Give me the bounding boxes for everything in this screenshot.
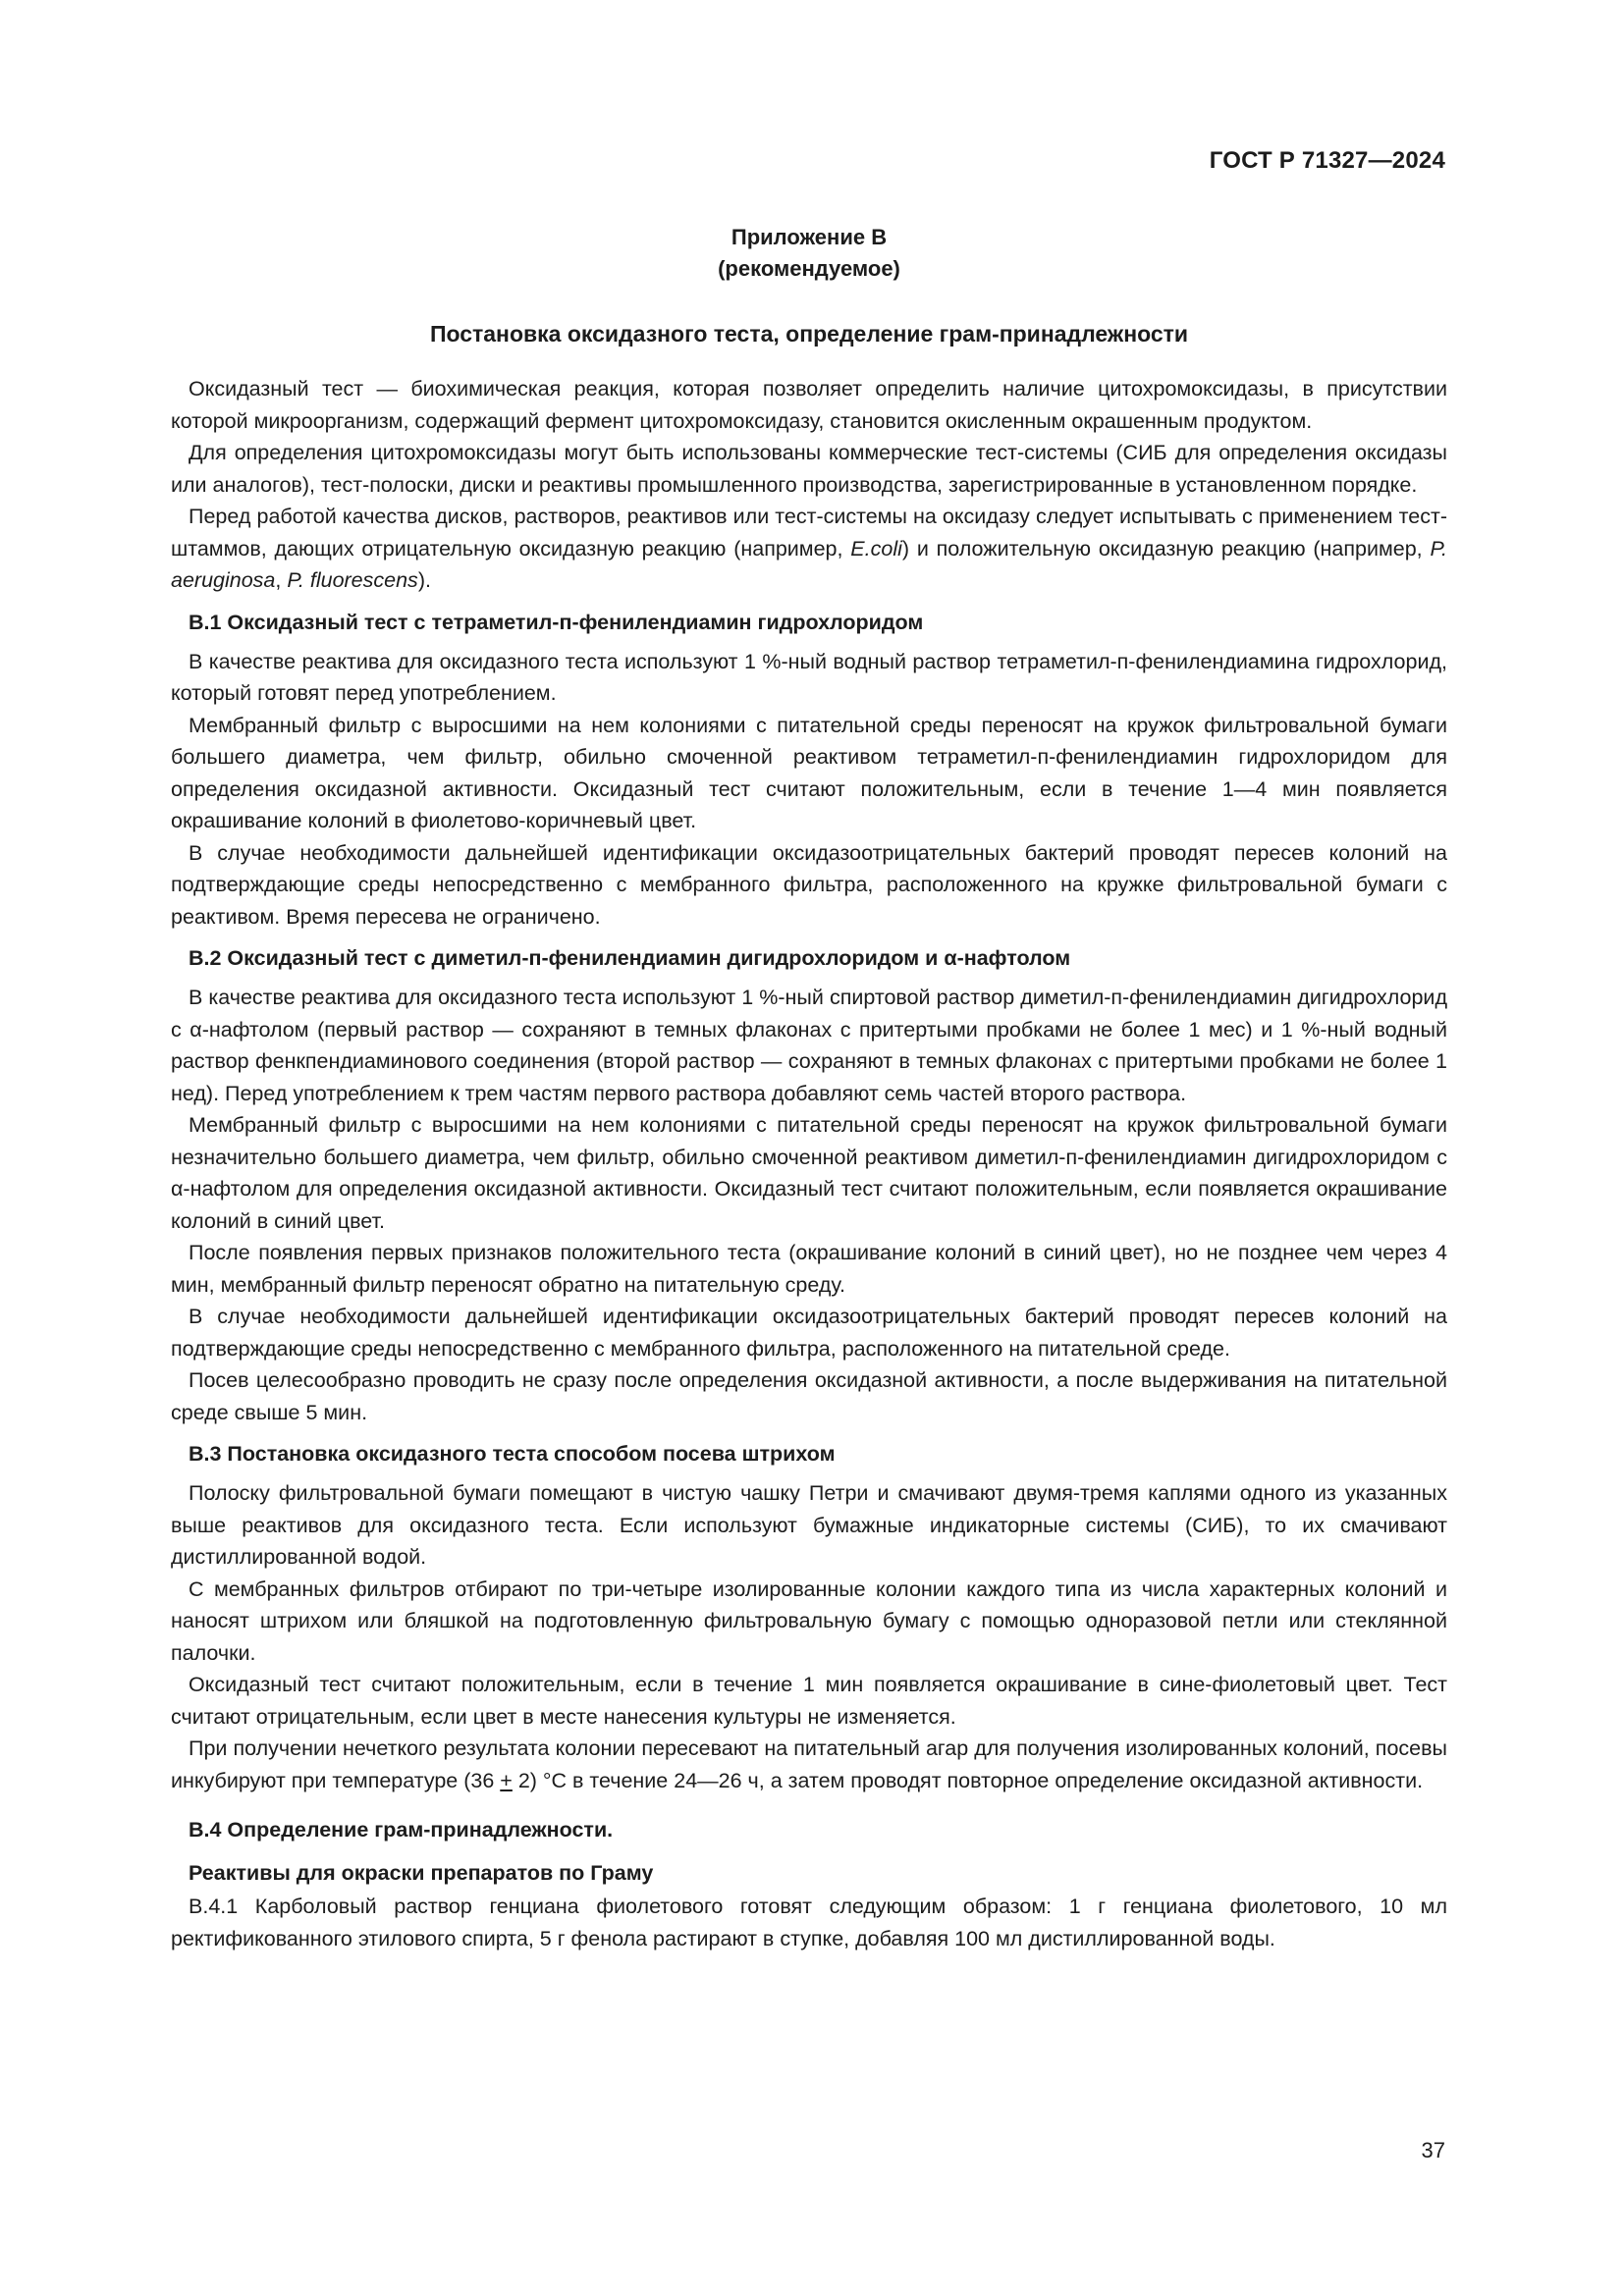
section-b2-paragraph-4: В случае необходимости дальнейшей идентификации оксидазоотрицательных бактерий проводят пересев колоний на подтверждающие среды непосредственно с мембранного фильтра, расположенного на питательной среде. xyxy=(171,1305,1447,1361)
b3-p4-text-start: При получении нечеткого результата колонии пересевают на питательный агар для получения изолированных колоний, посевы инкубируют при температуре (36 xyxy=(171,1736,1447,1792)
intro-p3-text-end: ). xyxy=(417,568,431,592)
section-b2-paragraph-2: Мембранный фильтр с выросшими на нем колониями с питательной среды переносят на кружок фильтровальной бумаги незначительно большего диаметра, чем фильтр, обильно смоченной реактивом диметил-п-фенилендиамин дигидрохлоридом с α-нафтолом для определения оксидазной активности. Оксидазный тест считают положительным, если появляется окрашивание колоний в синий цвет. xyxy=(171,1113,1447,1233)
document-code: ГОСТ Р 71327—2024 xyxy=(1209,147,1445,174)
page-content xyxy=(171,222,1447,1954)
section-b1-paragraph-1: В качестве реактива для оксидазного теста используют 1 %-ный водный раствор тетраметил-п-фенилендиамина гидрохлорид, который готовят перед употреблением. xyxy=(171,649,1447,705)
section-b3-paragraph-3: Оксидазный тест считают положительным, если в течение 1 мин появляется окрашивание в сине-фиолетовый цвет. Тест считают отрицательным, если цвет в месте нанесения культуры не изменяется. xyxy=(171,1673,1447,1729)
appendix-label: Приложение В xyxy=(731,225,888,249)
section-b1-paragraph-2: Мембранный фильтр с выросшими на нем колониями с питательной среды переносят на кружок фильтровальной бумаги большего диаметра, чем фильтр, обильно смоченной реактивом тетраметил-п-фенилендиамин гидрохлоридом для определения оксидазной активности. Оксидазный тест считают положительным, если в течение 1—4 мин появляется окрашивание колоний в фиолетово-коричневый цвет. xyxy=(171,713,1447,832)
section-b3-heading: В.3 Постановка оксидазного теста способом посева штрихом xyxy=(189,1442,836,1466)
plus-minus-sign: + xyxy=(500,1768,513,1792)
species-p-aeruginosa: P. aeruginosa xyxy=(171,536,1447,592)
section-b4-heading: В.4 Определение грам-принадлежности. xyxy=(189,1818,614,1842)
intro-paragraph-3 xyxy=(171,501,1447,597)
section-b2-paragraph-5: Посев целесообразно проводить не сразу после определения оксидазной активности, а после выдерживания на питательной среде свыше 5 мин. xyxy=(171,1368,1447,1424)
section-b4-subheading: Реактивы для окраски препаратов по Граму xyxy=(189,1861,654,1885)
b3-p4-text-end: 2) °С в течение 24—26 ч, а затем проводят повторное определение оксидазной активности. xyxy=(512,1768,1424,1792)
section-b1-heading: В.1 Оксидазный тест с тетраметил-п-фенилендиамин гидрохлоридом xyxy=(189,610,924,634)
section-b3-paragraph-4 xyxy=(171,1733,1447,1796)
section-b1-paragraph-3: В случае необходимости дальнейшей идентификации оксидазоотрицательных бактерий проводят пересев колоний на подтверждающие среды непосредственно с мембранного фильтра, расположенного на кружке фильтровальной бумаги с реактивом. Время пересева не ограничено. xyxy=(171,840,1447,929)
intro-p3-separator: , xyxy=(275,568,288,592)
intro-paragraph-1: Оксидазный тест — биохимическая реакция, которая позволяет определить наличие цитохромоксидазы, в присутствии которой микроорганизм, содержащий фермент цитохромоксидазу, становится окисленным окрашенным продуктом. xyxy=(171,377,1447,433)
species-ecoli: E.coli xyxy=(850,536,902,561)
section-b3-paragraph-2: С мембранных фильтров отбирают по три-четыре изолированные колонии каждого типа из числа характерных колоний и наносят штрихом или бляшкой на подготовленную фильтровальную бумагу с помощью одноразовой петли или стеклянной палочки. xyxy=(171,1576,1447,1665)
section-b2-paragraph-3: После появления первых признаков положительного теста (окрашивание колоний в синий цвет), но не позднее чем через 4 мин, мембранный фильтр переносят обратно на питательную среду. xyxy=(171,1241,1447,1297)
species-p-fluorescens: P. fluorescens xyxy=(287,568,418,592)
page-number: 37 xyxy=(1421,2138,1445,2163)
intro-paragraph-2: Для определения цитохромоксидазы могут быть использованы коммерческие тест-системы (СИБ для определения оксидазы или аналогов), тест-полоски, диски и реактивы промышленного производства, зарегистрированные в установленном порядке. xyxy=(171,441,1447,497)
section-b2-heading: В.2 Оксидазный тест с диметил-п-фенилендиамин дигидрохлоридом и α-нафтолом xyxy=(189,946,1071,970)
appendix-status: (рекомендуемое) xyxy=(718,256,900,281)
intro-p3-text-mid: ) и положительную оксидазную реакцию (например, xyxy=(901,536,1431,561)
section-b3-paragraph-1: Полоску фильтровальной бумаги помещают в чистую чашку Петри и смачивают двумя-тремя каплями одного из указанных выше реактивов для оксидазного теста. Если используют бумажные индикаторные системы (СИБ), то их смачивают дистиллированной водой. xyxy=(171,1481,1447,1569)
intro-p3-text-start: Перед работой качества дисков, растворов, реактивов или тест-системы на оксидазу следует испытывать с применением тест-штаммов, дающих отрицательную оксидазную реакцию (например, xyxy=(171,505,1447,561)
appendix-title: Постановка оксидазного теста, определение грам-принадлежности xyxy=(429,321,1189,347)
section-b2-paragraph-1: В качестве реактива для оксидазного теста используют 1 %-ный спиртовой раствор диметил-п-фенилендиамин дигидрохлорид с α-нафтолом (первый раствор — сохраняют в темных флаконах с притертыми пробками не более 1 мес) и 1 %-ный водный раствор фенкпендиаминового соединения (второй раствор — сохраняют в темных флаконах с притертыми пробками не более 1 нед). Перед употреблением к трем частям первого раствора добавляют семь частей второго раствора. xyxy=(171,986,1447,1105)
section-b4-paragraph-1: В.4.1 Карболовый раствор генциана фиолетового готовят следующим образом: 1 г генциана фиолетового, 10 мл ректификованного этилового спирта, 5 г фенола растирают в ступке, добавляя 100 мл дистиллированной воды. xyxy=(171,1895,1447,1950)
